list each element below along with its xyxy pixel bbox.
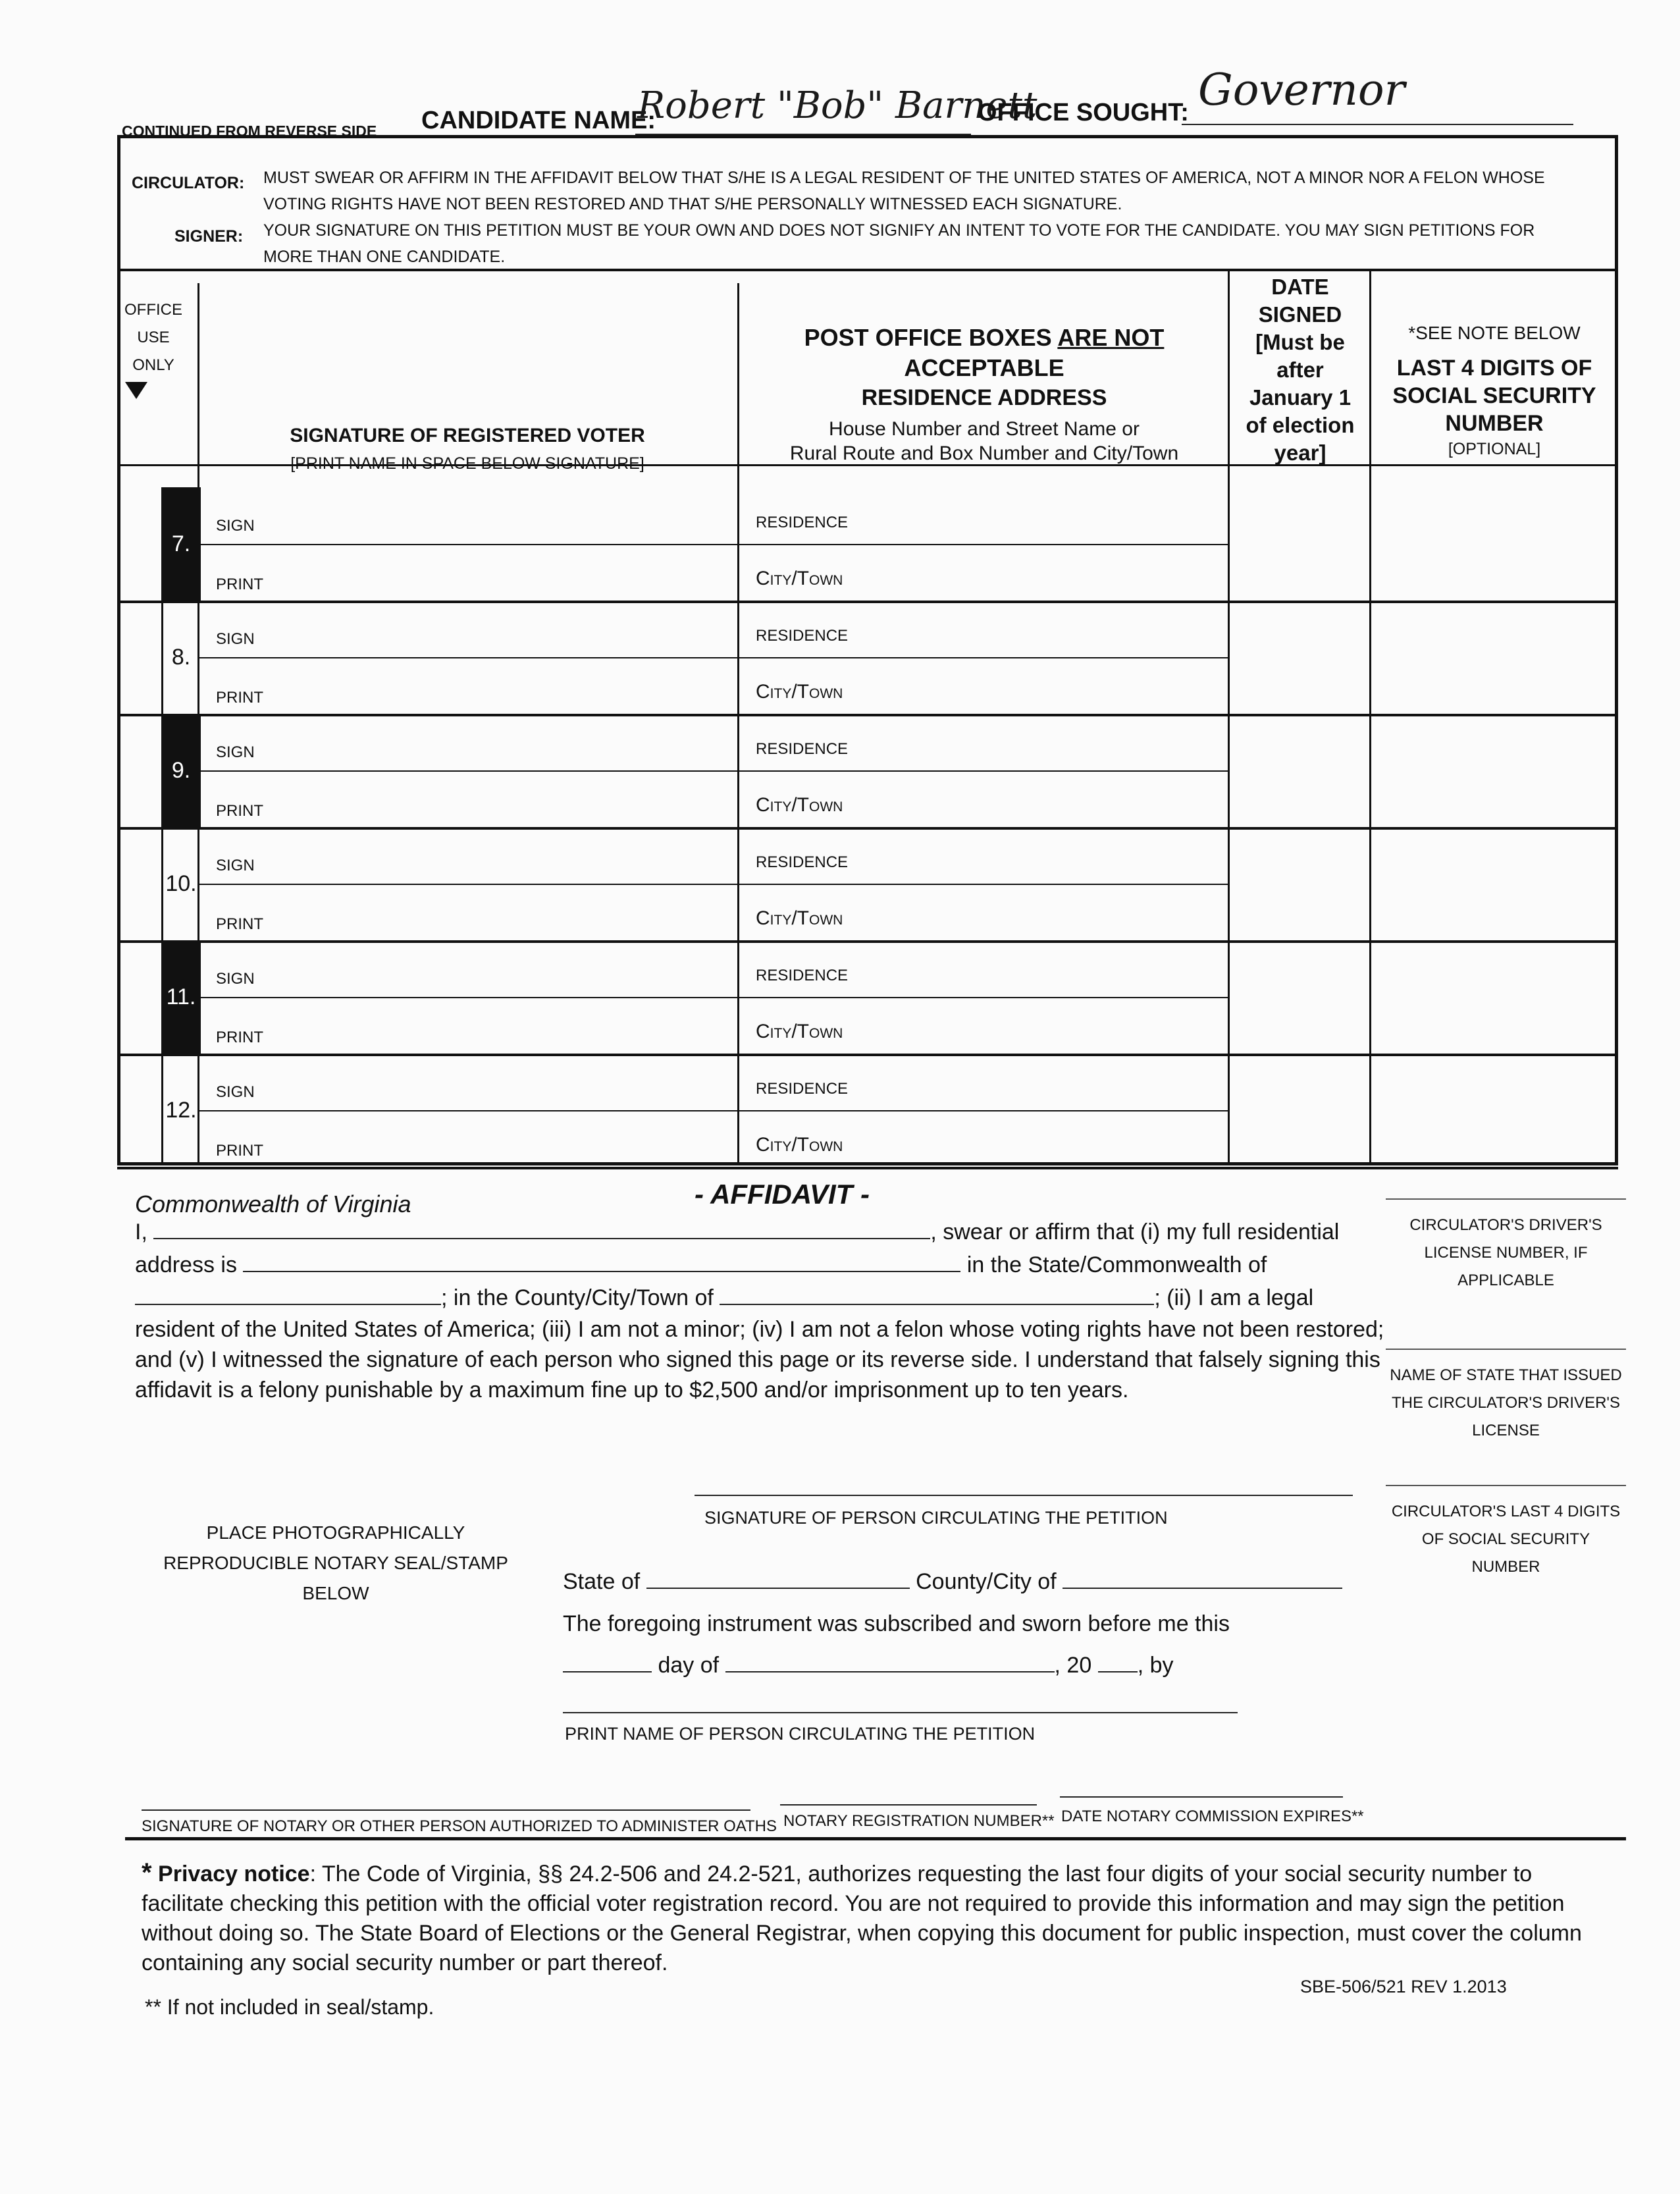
affidavit-line-5: and (v) I witnessed the signature of each person who signed this page or its reverse side. I understand that falsely signing this <box>135 1347 1380 1372</box>
city-town-field[interactable] <box>856 1002 1218 1048</box>
date-signed-field[interactable] <box>1232 603 1364 711</box>
voter-print-name-field[interactable] <box>276 1115 724 1162</box>
affidavit-jurisdiction: Commonwealth of Virginia <box>135 1191 411 1217</box>
circulator-label: CIRCULATOR: <box>132 174 245 192</box>
footer-divider <box>125 1837 1626 1840</box>
sign-label: SIGN <box>216 970 255 988</box>
date-head-line: year] <box>1274 441 1326 465</box>
residence-label: RESIDENCE <box>756 853 849 871</box>
affidavit-line-3 <box>135 1285 1313 1311</box>
residence-address-field[interactable] <box>856 1059 1218 1105</box>
voter-print-name-field[interactable] <box>276 1002 724 1048</box>
privacy-notice-label: Privacy notice <box>158 1861 310 1886</box>
row-number: 11. <box>161 940 201 1054</box>
row-number: 12. <box>165 1098 197 1123</box>
ssn-head-line: LAST 4 DIGITS OF <box>1396 356 1592 381</box>
voter-signature-field[interactable] <box>263 719 724 765</box>
address-column-header <box>741 323 1228 383</box>
sign-label: SIGN <box>216 630 255 648</box>
notary-signature-field[interactable] <box>142 1809 750 1811</box>
sign-label: SIGN <box>216 1083 255 1101</box>
office-sought-rule <box>1182 124 1573 125</box>
county-of-label: County/City of <box>916 1569 1057 1594</box>
date-signed-field[interactable] <box>1232 943 1364 1051</box>
license-state-label: NAME OF STATE THAT ISSUED THE CIRCULATOR'S DRIVER'S LICENSE <box>1390 1366 1622 1439</box>
address-instructions: House Number and Street Name or <box>829 418 1140 440</box>
circulator-signature-field[interactable] <box>695 1495 1353 1496</box>
foregoing-text: The foregoing instrument was subscribed and sworn before me this <box>563 1611 1230 1636</box>
sign-print-divider <box>197 997 1228 998</box>
voter-print-name-field[interactable] <box>276 776 724 822</box>
instructions-divider <box>117 269 1618 271</box>
affidavit-text: , swear or affirm that (i) my full residential <box>930 1219 1340 1244</box>
city-town-label: City/Town <box>756 1021 843 1042</box>
row-number: 7. <box>161 487 201 601</box>
residence-address-field[interactable] <box>856 719 1218 765</box>
down-arrow-icon <box>125 382 147 399</box>
print-label: PRINT <box>216 802 263 820</box>
office-sought-label: OFFICE SOUGHT: <box>978 99 1189 126</box>
city-town-field[interactable] <box>856 889 1218 935</box>
ssn-digits-field[interactable] <box>1375 490 1612 598</box>
privacy-notice-text: : The Code of Virginia, §§ 24.2-506 and 24.2-521, authorizes requesting the last four digits of your social security number to facilitate checking this petition with the official voter registration record. You are not required to provide this information and may sign the petition without doing so. The State Board of Elections or the General Registrar, when copying this document for public inspection, must cover the column containing any social security number or part thereof. <box>142 1861 1582 1975</box>
row-number: 8. <box>171 645 191 670</box>
sign-print-divider <box>197 884 1228 885</box>
voter-print-name-field[interactable] <box>276 662 724 709</box>
po-box-warning: POST OFFICE BOXES <box>804 324 1052 351</box>
ssn-head-line: NUMBER <box>1445 411 1544 436</box>
affidavit-text: ; in the County/City/Town of <box>441 1285 714 1310</box>
form-identifier: SBE-506/521 REV 1.2013 <box>1300 1977 1507 1996</box>
voter-signature-field[interactable] <box>263 946 724 992</box>
city-town-field[interactable] <box>856 662 1218 709</box>
notary-seal-area-label: PLACE PHOTOGRAPHICALLY REPRODUCIBLE NOTARY SEAL/STAMP BELOW <box>163 1522 508 1603</box>
circulator-county-field[interactable] <box>720 1285 1154 1305</box>
notary-day-field[interactable] <box>563 1653 652 1672</box>
signer-instructions: YOUR SIGNATURE ON THIS PETITION MUST BE YOUR OWN AND DOES NOT SIGNIFY AN INTENT TO VOTE FOR THE CANDIDATE. YOU MAY SIGN PETITIONS FOR MORE THAN ONE CANDIDATE. <box>263 221 1535 266</box>
print-label: PRINT <box>216 689 263 707</box>
sign-print-divider <box>197 544 1228 545</box>
notary-venue-line <box>563 1569 1342 1595</box>
city-town-label: City/Town <box>756 1134 843 1156</box>
residence-label: RESIDENCE <box>756 514 849 531</box>
city-town-field[interactable] <box>856 549 1218 595</box>
notary-date-line <box>563 1653 1174 1678</box>
notary-county-field[interactable] <box>1063 1569 1342 1589</box>
circulator-print-name-field[interactable] <box>563 1712 1238 1713</box>
sign-print-divider <box>197 770 1228 772</box>
driver-license-label: CIRCULATOR'S DRIVER'S LICENSE NUMBER, IF APPLICABLE <box>1409 1216 1602 1289</box>
date-signed-field[interactable] <box>1232 490 1364 598</box>
affidavit-text: ; (ii) I am a legal <box>1154 1285 1314 1310</box>
affidavit-i: I, <box>135 1219 147 1244</box>
signature-column-subheader: [PRINT NAME IN SPACE BELOW SIGNATURE] <box>290 454 644 473</box>
column-divider-date <box>1369 270 1371 1165</box>
sign-print-divider <box>197 1110 1228 1111</box>
signer-label: SIGNER: <box>174 227 244 246</box>
date-signed-field[interactable] <box>1232 716 1364 824</box>
ssn-digits-field[interactable] <box>1375 716 1612 824</box>
residence-address-header: RESIDENCE ADDRESS <box>861 385 1107 410</box>
residence-label: RESIDENCE <box>756 740 849 758</box>
ssn-optional-note: [OPTIONAL] <box>1448 440 1541 458</box>
ssn-digits-field[interactable] <box>1375 1056 1612 1164</box>
city-town-field[interactable] <box>856 1115 1218 1162</box>
residence-address-field[interactable] <box>856 832 1218 878</box>
city-town-label: City/Town <box>756 907 843 929</box>
city-town-field[interactable] <box>856 776 1218 822</box>
date-signed-header <box>1231 273 1369 467</box>
row-divider <box>117 1167 1618 1169</box>
office-use-line: USE <box>137 329 170 346</box>
ssn-digits-field[interactable] <box>1375 603 1612 711</box>
residence-label: RESIDENCE <box>756 967 849 984</box>
notary-registration-label: NOTARY REGISTRATION NUMBER** <box>783 1812 1055 1830</box>
row-number: 10. <box>165 871 197 896</box>
circulator-ssn-field[interactable] <box>1386 1485 1626 1486</box>
date-head-line: [Must be <box>1255 330 1345 354</box>
circulator-address-field[interactable] <box>243 1252 960 1272</box>
sign-print-divider <box>197 657 1228 658</box>
po-box-warning-end: ACCEPTABLE <box>904 354 1064 381</box>
office-sought-field[interactable]: Governor <box>1198 65 1405 115</box>
notary-state-field[interactable] <box>646 1569 910 1589</box>
ssn-digits-field[interactable] <box>1375 943 1612 1051</box>
print-label: PRINT <box>216 575 263 593</box>
affidavit-line-6: affidavit is a felony punishable by a maximum fine up to $2,500 and/or imprisonment up to ten years. <box>135 1378 1129 1403</box>
circulator-instructions: MUST SWEAR OR AFFIRM IN THE AFFIDAVIT BELOW THAT S/HE IS A LEGAL RESIDENT OF THE UNITED STATES OF AMERICA, NOT A MINOR NOR A FELON WHOSE VOTING RIGHTS HAVE NOT BEEN RESTORED AND THAT S/HE PERSONALLY WITNESSED EACH SIGNATURE. <box>263 169 1545 213</box>
notary-month-field[interactable] <box>725 1653 1055 1672</box>
voter-signature-field[interactable] <box>263 606 724 652</box>
sign-label: SIGN <box>216 743 255 761</box>
office-use-header <box>120 296 186 379</box>
license-state-field[interactable] <box>1386 1349 1626 1350</box>
affidavit-title: - AFFIDAVIT - <box>695 1179 870 1210</box>
year-label: , 20 <box>1054 1653 1092 1678</box>
state-of-label: State of <box>563 1569 641 1594</box>
commission-expires-field[interactable] <box>1060 1796 1343 1798</box>
affidavit-line-2 <box>135 1252 1267 1278</box>
date-head-line: SIGNED <box>1258 302 1342 327</box>
city-town-label: City/Town <box>756 794 843 816</box>
circulator-signature-label: SIGNATURE OF PERSON CIRCULATING THE PETITION <box>704 1508 1168 1528</box>
ssn-digits-field[interactable] <box>1375 830 1612 938</box>
notary-signature-label: SIGNATURE OF NOTARY OR OTHER PERSON AUTHORIZED TO ADMINISTER OATHS <box>142 1817 777 1835</box>
date-head-line: January 1 <box>1249 385 1352 410</box>
by-label: , by <box>1137 1653 1174 1678</box>
notary-registration-field[interactable] <box>780 1804 1037 1806</box>
ssn-column-header <box>1373 354 1616 437</box>
circulator-name-field[interactable] <box>153 1219 930 1239</box>
affidavit-line-4: resident of the United States of America; (iii) I am not a minor; (iv) I am not a felon whose voting rights have not been restored; <box>135 1317 1384 1342</box>
date-head-line: after <box>1276 358 1324 382</box>
column-divider-address <box>1228 270 1230 1165</box>
candidate-name-field[interactable]: Robert "Bob" Barnett <box>637 84 1037 127</box>
residence-label: RESIDENCE <box>756 1080 849 1098</box>
affidavit-text: address is <box>135 1252 237 1277</box>
day-of-label: day of <box>658 1653 720 1678</box>
seal-footnote: ** If not included in seal/stamp. <box>145 1995 434 2019</box>
affidavit-text: in the State/Commonwealth of <box>966 1252 1267 1277</box>
date-signed-field[interactable] <box>1232 830 1364 938</box>
driver-license-field[interactable] <box>1386 1198 1626 1200</box>
ssn-head-line: SOCIAL SECURITY <box>1392 383 1596 408</box>
voter-print-name-field[interactable] <box>276 549 724 595</box>
print-label: PRINT <box>216 1142 263 1160</box>
notary-year-field[interactable] <box>1098 1653 1138 1672</box>
ssn-note-reference: *SEE NOTE BELOW <box>1408 323 1581 343</box>
city-town-label: City/Town <box>756 568 843 589</box>
date-head-line: of election <box>1246 413 1355 437</box>
po-box-warning-emphasis: ARE NOT <box>1057 324 1165 351</box>
residence-address-field[interactable] <box>856 493 1218 539</box>
column-divider-signature <box>737 283 739 1165</box>
circulator-ssn-label: CIRCULATOR'S LAST 4 DIGITS OF SOCIAL SECURITY NUMBER <box>1391 1503 1621 1576</box>
date-signed-field[interactable] <box>1232 1056 1364 1164</box>
voter-signature-field[interactable] <box>263 1059 724 1105</box>
affidavit-line-1 <box>135 1219 1339 1245</box>
sign-label: SIGN <box>216 517 255 535</box>
candidate-name-label: CANDIDATE NAME: <box>421 107 656 134</box>
residence-address-field[interactable] <box>856 606 1218 652</box>
print-label: PRINT <box>216 915 263 933</box>
continued-note: CONTINUED FROM REVERSE SIDE <box>122 122 377 140</box>
residence-address-field[interactable] <box>856 946 1218 992</box>
row-number: 9. <box>161 714 201 827</box>
commission-expires-label: DATE NOTARY COMMISSION EXPIRES** <box>1061 1807 1364 1825</box>
signature-column-header: SIGNATURE OF REGISTERED VOTER <box>290 425 645 446</box>
voter-signature-field[interactable] <box>263 493 724 539</box>
voter-signature-field[interactable] <box>263 832 724 878</box>
circulator-print-name-label: PRINT NAME OF PERSON CIRCULATING THE PETITION <box>565 1724 1036 1744</box>
asterisk-icon: * <box>142 1858 152 1887</box>
date-head-line: DATE <box>1271 275 1329 299</box>
city-town-label: City/Town <box>756 681 843 703</box>
address-instructions: Rural Route and Box Number and City/Town <box>789 442 1179 464</box>
office-use-line: OFFICE <box>124 301 182 319</box>
office-use-line: ONLY <box>132 356 174 374</box>
voter-print-name-field[interactable] <box>276 889 724 935</box>
privacy-notice <box>142 1858 1596 1978</box>
print-label: PRINT <box>216 1029 263 1046</box>
circulator-state-field[interactable] <box>135 1285 441 1305</box>
residence-label: RESIDENCE <box>756 627 849 645</box>
sign-label: SIGN <box>216 857 255 874</box>
